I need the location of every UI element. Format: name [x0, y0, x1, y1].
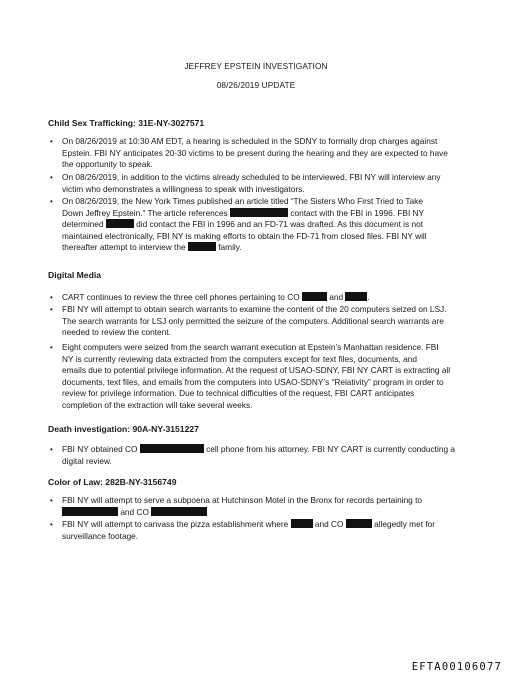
redaction-block [106, 219, 134, 228]
bullet-icon: • [50, 445, 53, 454]
list-item: • FBI NY will attempt to serve a subpoena at Hutchinson Motel in the Bronx for records pertaining to and CO [50, 495, 423, 517]
list-item: • On 08/26/2019 at 10:30 AM EDT, a hearing is scheduled in the SDNY to formally drop charges against Epstein. FBI NY anticipates 20-30 victims to be present during the hearing and they are expected to have the opportunity to speak. [50, 136, 448, 170]
section-heading-child-sex-trafficking: Child Sex Trafficking: 31E-NY-3027571 [48, 118, 205, 128]
redaction-block [140, 444, 204, 453]
redaction-block [346, 519, 372, 528]
bullet-icon: • [50, 197, 53, 206]
redaction-block [291, 519, 313, 528]
list-item: • FBI NY will attempt to obtain search warrants to examine the content of the 20 computers seized on LSJ. The search warrants for LSJ only permitted the seizure of the computers. Additional search warrants are needed to review the content. [50, 304, 447, 338]
document-date: 08/26/2019 UPDATE [216, 80, 296, 90]
bullet-icon: • [50, 293, 53, 302]
document-title: JEFFREY EPSTEIN INVESTIGATION [184, 61, 328, 71]
bates-number: EFTA00106077 [411, 661, 502, 673]
section-heading-digital-media: Digital Media [48, 270, 102, 280]
list-item: • On 08/26/2019, the New York Times published an article titled “The Sisters Who First Tried to Take Down Jeffrey Epstein.” The article references contact with the FBI in 1996. FBI NY determined did contact the FBI in 1996 and an FD-71 was drafted. As this document is not maintained electronically, FBI NY is making efforts to obtain the FD-71 from closed files. FBI NY will thereafter attempt to interview the family. [50, 196, 427, 253]
section-heading-color-of-law: Color of Law: 282B-NY-3156749 [48, 477, 177, 487]
bullet-icon: • [50, 496, 53, 505]
bullet-icon: • [50, 137, 53, 146]
redaction-block [62, 507, 118, 516]
redaction-block [302, 292, 327, 301]
redaction-block [230, 208, 288, 217]
list-item: • CART continues to review the three cell phones pertaining to CO and . [50, 292, 370, 302]
list-item: • FBI NY will attempt to canvass the pizza establishment where and CO allegedly met for surveillance footage. [50, 519, 435, 541]
bullet-icon: • [50, 305, 53, 314]
bullet-icon: • [50, 520, 53, 529]
list-item: • FBI NY obtained CO cell phone from his attorney. FBI NY CART is currently conducting a digital review. [50, 444, 455, 466]
redaction-block [345, 292, 367, 301]
list-item: • On 08/26/2019, in addition to the victims already scheduled to be interviewed, FBI NY will interview any victim who demonstrates a willingness to speak with investigators. [50, 172, 441, 194]
section-heading-death-investigation: Death investigation: 90A-NY-3151227 [48, 424, 199, 434]
bullet-icon: • [50, 343, 53, 352]
bullet-icon: • [50, 173, 53, 182]
redaction-block [188, 242, 216, 251]
list-item: • Eight computers were seized from the search warrant execution at Epstein’s Manhattan residence. FBI NY is currently reviewing data extracted from the computers except for text files, documents, and emails due to potential privilege information. At the request of USAO-SDNY, FBI NY CART is extracting all documents, text files, and emails from the computers into USAO-SDNY’s “Relativity” program in order to review for privilege information. Due to technical difficulties of the request, FBI CART anticipates completion of the extraction will take several weeks. [50, 342, 451, 410]
redaction-block [151, 507, 207, 516]
